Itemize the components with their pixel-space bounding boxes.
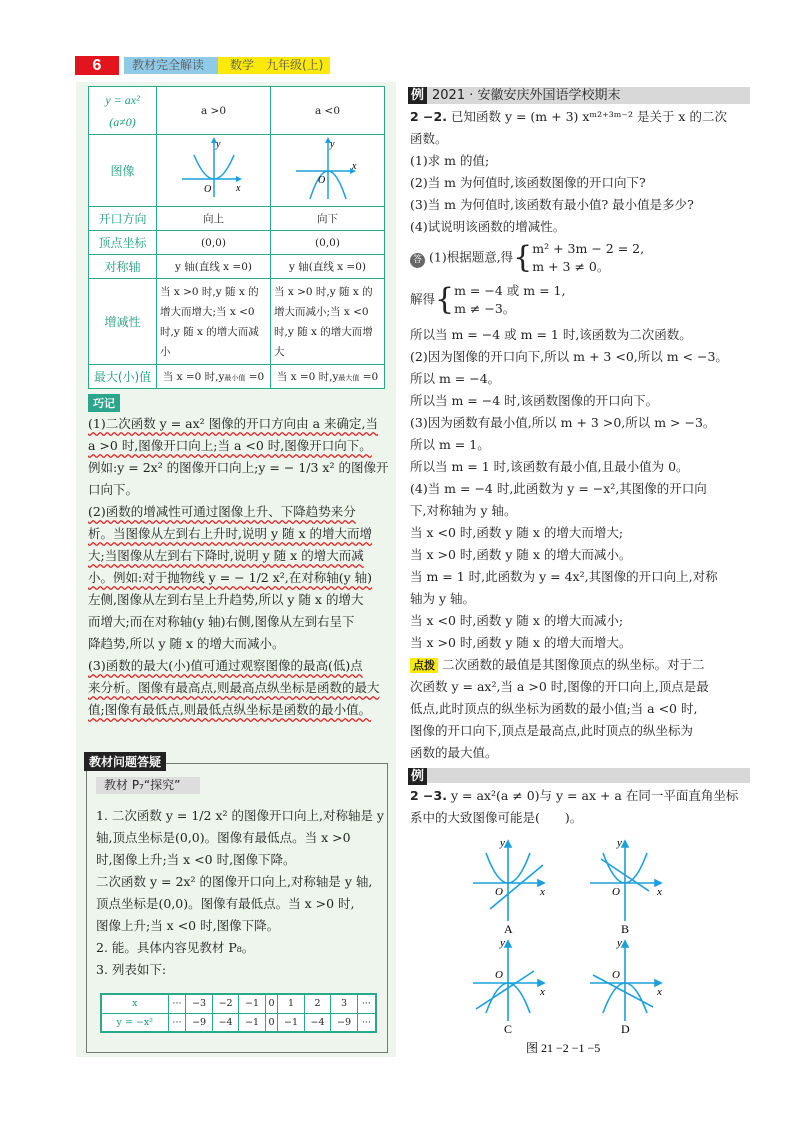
cell: y 轴(直线 x =0) [157,255,271,279]
example-tag: 例 [408,87,427,104]
cell: (0,0) [271,231,385,255]
cell: y 轴(直线 x =0) [271,255,385,279]
row-label: 最大(小)值 [89,365,157,389]
svg-text:O: O [495,969,503,981]
text-line: 1. 二次函数 y = 1/2 x² 的图像开口向上,对称轴是 y [96,808,384,823]
tip-text: 二次函数的最值是其图像顶点的纵坐标。对于二 [442,657,705,672]
cell-text: 当 x =0 时,y [276,371,339,383]
text-line: 来分析。图像有最高点,则最高点纵坐标是函数的最大 [88,680,380,695]
cell: 当 x >0 时,y 随 x 的增大而减小;当 x <0 时,y 随 x 的增大而增大 [271,279,385,365]
example-banner-2 [408,768,750,783]
question-text: y = ax²(a ≠ 0)与 y = ax + a 在同一平面直角坐标 [450,788,739,803]
option-graphs [460,830,680,1055]
text-line: 所以当 m = −4 时,该函数图像的开口向下。 [410,393,659,408]
svg-text:x: x [657,986,662,998]
svg-text:O: O [612,886,620,898]
tip-tag: 点拨 [410,658,438,673]
text-line: 轴,顶点坐标是(0,0)。图像有最低点。当 x >0 [96,830,351,845]
table-cell: −1 [239,994,266,1013]
equation: m² + 3m − 2 = 2, [532,241,645,256]
answer-text: 解得 [410,291,436,307]
text-line: 析。当图像从左到右上升时,说明 y 随 x 的增大而增 [88,526,372,541]
page-number: 6 [75,56,119,75]
text-line: 3. 列表如下: [96,962,167,977]
textbook-page-tag: 教材 P₇“探究” [96,777,200,794]
row-label: 图像 [89,135,157,207]
text-line: 左侧,图像从左到右呈上升趋势,所以 y 随 x 的增大 [88,592,364,607]
option-b-label: B [621,922,630,936]
equation: m + 3 ≠ 0。 [532,259,610,274]
text-line: 图像上升;当 x <0 时,图像下降。 [96,918,280,933]
table-cell: ··· [357,994,376,1013]
text-line: 例如:y = 2x² 的图像开口向上;y = − 1/3 x² 的图像开 [88,460,389,475]
text-line: 顶点坐标是(0,0)。图像有最低点。当 x >0 时, [96,896,355,911]
svg-text:O: O [495,886,503,898]
answer-text: (1)根据题意,得 [428,249,514,265]
tip-first-line [410,654,755,676]
text-line: (3)因为函数有最小值,所以 m + 3 >0,所以 m > −3。 [410,415,716,430]
option-b-graph [590,837,662,921]
graph-up [157,135,271,207]
text-line: 小。例如:对于抛物线 y = − 1/2 x²,在对称轴(y 轴) [88,570,373,585]
answer-icon: 答 [410,253,425,268]
answer-step-1 [410,240,755,282]
option-c-graph [473,937,545,1021]
table-cell: ··· [357,1013,376,1032]
subscript: 最大值 [338,374,360,382]
qa-text [96,805,386,981]
question-number: 2 −2. [410,109,447,124]
question-text: 已知函数 y = (m + 3) xᵐ²⁺³ᵐ⁻² 是关于 x 的二次 [450,109,727,124]
qiji-tag: 巧记 [88,394,120,412]
text-line: (1)二次函数 y = ax² 图像的开口方向由 a 来确定,当 [88,416,379,431]
condition: (a≠0) [109,114,136,129]
text-line: 大;当图像从左到右下降时,说明 y 随 x 的增大而减 [88,548,364,563]
cell: (0,0) [157,231,271,255]
question-first-line [410,106,755,128]
book-title: 教材完全解读 [124,57,218,74]
svg-text:y: y [617,837,622,849]
brace: { [435,282,455,317]
option-a-graph [473,837,545,921]
tip-text: 函数的最大值。 [410,745,498,760]
svg-text:y: y [500,837,505,849]
tip-text: 低点,此时顶点的纵坐标为函数的最小值;当 a <0 时, [410,701,698,716]
example-2-2 [410,106,755,764]
text-line: 当 x >0 时,函数 y 随 x 的增大而减小。 [410,547,632,562]
example-source: 2021 · 安徽安庆外国语学校期末 [432,88,621,103]
table-cell: −9 [331,1013,358,1032]
row-label: 顶点坐标 [89,231,157,255]
option-d-label: D [621,1022,630,1036]
table-cell: −1 [278,1013,305,1032]
text-line: 轴为 y 轴。 [410,591,476,606]
cell: 当 x >0 时,y 随 x 的增大而增大;当 x <0 时,y 随 x 的增大而减小 [157,279,271,365]
question-number: 2 −3. [410,788,447,803]
question-part: (2)当 m 为何值时,该函数图像的开口向下? [410,175,646,190]
text-line: 下,对称轴为 y 轴。 [410,503,517,518]
example-banner [408,87,750,104]
question-part: (3)当 m 为何值时,该函数有最小值? 最小值是多少? [410,197,694,212]
text-line: 所以 m = −4。 [410,371,501,386]
text-line: 降趋势,所以 y 随 x 的增大而减小。 [88,636,285,651]
equation: m = −4 或 m = 1, [454,283,566,298]
figure-caption: 图 21 −2 −1 −5 [526,1041,601,1055]
text-line: a >0 时,图像开口向上;当 a <0 时,图像开口向下。 [88,438,372,453]
axis-x: x [351,161,356,172]
table-cell: 0 [265,994,277,1013]
row-label: 开口方向 [89,207,157,231]
text-line: 值;图像有最低点,则最低点纵坐标是函数的最小值。 [88,702,372,717]
question-text: 系中的大致图像可能是( )。 [410,810,583,825]
col-a-positive: a >0 [157,87,271,135]
table-cell: −1 [239,1013,266,1032]
svg-text:x: x [657,886,662,898]
equation-system [532,240,644,276]
table-cell: ··· [168,1013,186,1032]
tip-text: 图像的开口向下,顶点是最高点,此时顶点的纵坐标为 [410,723,693,738]
table-cell: −2 [212,994,239,1013]
text-line: 当 m = 1 时,此函数为 y = 4x²,其图像的开口向上,对称 [410,569,718,584]
cell-text: 当 x =0 时,y [162,371,225,383]
cell [271,365,385,389]
formula: y = ax² [105,92,140,107]
origin: O [317,175,325,186]
table-cell: ··· [168,994,186,1013]
svg-text:O: O [612,969,620,981]
table-cell: 2 [304,994,331,1013]
text-line: 而增大;而在对称轴(y 轴)右侧,图像从左到右呈下 [88,614,355,629]
svg-text:x: x [540,886,545,898]
table-corner [89,87,157,135]
question-text: 函数。 [410,131,448,146]
axis-y: y [329,139,334,150]
row-header: x [101,994,168,1013]
text-line: 二次函数 y = 2x² 的图像开口向上,对称轴是 y 轴, [96,874,373,889]
solution [410,282,755,324]
option-c-label: C [504,1022,513,1036]
cell-text: =0 [359,371,379,383]
qiji-text [88,413,388,721]
text-line: (2)函数的增减性可通过图像上升、下降趋势来分 [88,504,356,519]
cell-text: =0 [245,371,265,383]
table-cell: −3 [186,994,213,1013]
text-line: 当 x <0 时,函数 y 随 x 的增大而减小; [410,613,624,628]
brace: { [513,240,533,275]
row-label: 对称轴 [89,255,157,279]
text-line: 当 x >0 时,函数 y 随 x 的增大而增大。 [410,635,632,650]
axis-x: x [235,183,240,194]
text-line: (4)当 m = −4 时,此函数为 y = −x²,其图像的开口向 [410,481,707,496]
svg-text:y: y [617,937,622,949]
question-part: (1)求 m 的值; [410,153,490,168]
text-line: 所以 m = 1。 [410,437,490,452]
parabola-up-icon [174,137,254,201]
example-tag: 例 [408,768,427,785]
option-a-label: A [504,922,513,936]
cell [157,365,271,389]
qa-tag: 教材问题答疑 [84,752,166,771]
example-2-3 [410,785,755,829]
cell: 向上 [157,207,271,231]
value-table [100,993,377,1033]
option-d-graph [590,937,662,1021]
table-cell: −9 [186,1013,213,1032]
row-label: 增减性 [89,279,157,365]
properties-table [88,86,385,389]
text-line: 当 x <0 时,函数 y 随 x 的增大而增大; [410,525,624,540]
text-line: 2. 能。具体内容见教材 P₈。 [96,940,255,955]
row-header: y = −x² [101,1013,168,1032]
answer-lines [410,324,755,654]
text-line: 口向下。 [88,482,139,497]
text-line: 所以当 m = −4 或 m = 1 时,该函数为二次函数。 [410,327,692,342]
subscript: 最小值 [224,374,246,382]
question-first-line [410,785,755,807]
svg-text:y: y [500,937,505,949]
origin: O [203,184,211,195]
text-line: (3)函数的最大(小)值可通过观察图像的最高(低)点 [88,658,363,673]
cell: 向下 [271,207,385,231]
table-cell: −4 [212,1013,239,1032]
text-line: 所以当 m = 1 时,该函数有最小值,且最小值为 0。 [410,459,689,474]
text-line: (2)因为图像的开口向下,所以 m + 3 <0,所以 m < −3。 [410,349,728,364]
table-cell: 3 [331,994,358,1013]
table-cell: −4 [304,1013,331,1032]
equation: m ≠ −3。 [454,301,516,316]
parabola-down-icon [288,137,368,201]
svg-text:x: x [540,986,545,998]
col-a-negative: a <0 [271,87,385,135]
graph-down [271,135,385,207]
tip-text: 次函数 y = ax²,当 a >0 时,图像的开口向上,顶点是最 [410,679,709,694]
axis-y: y [215,139,220,150]
subject-grade: 数学 九年级(上) [218,57,330,74]
table-cell: 1 [278,994,305,1013]
text-line: 时,图像上升;当 x <0 时,图像下降。 [96,852,296,867]
solution-system [454,282,565,318]
table-cell: 0 [265,1013,277,1032]
question-part: (4)试说明该函数的增减性。 [410,219,566,234]
